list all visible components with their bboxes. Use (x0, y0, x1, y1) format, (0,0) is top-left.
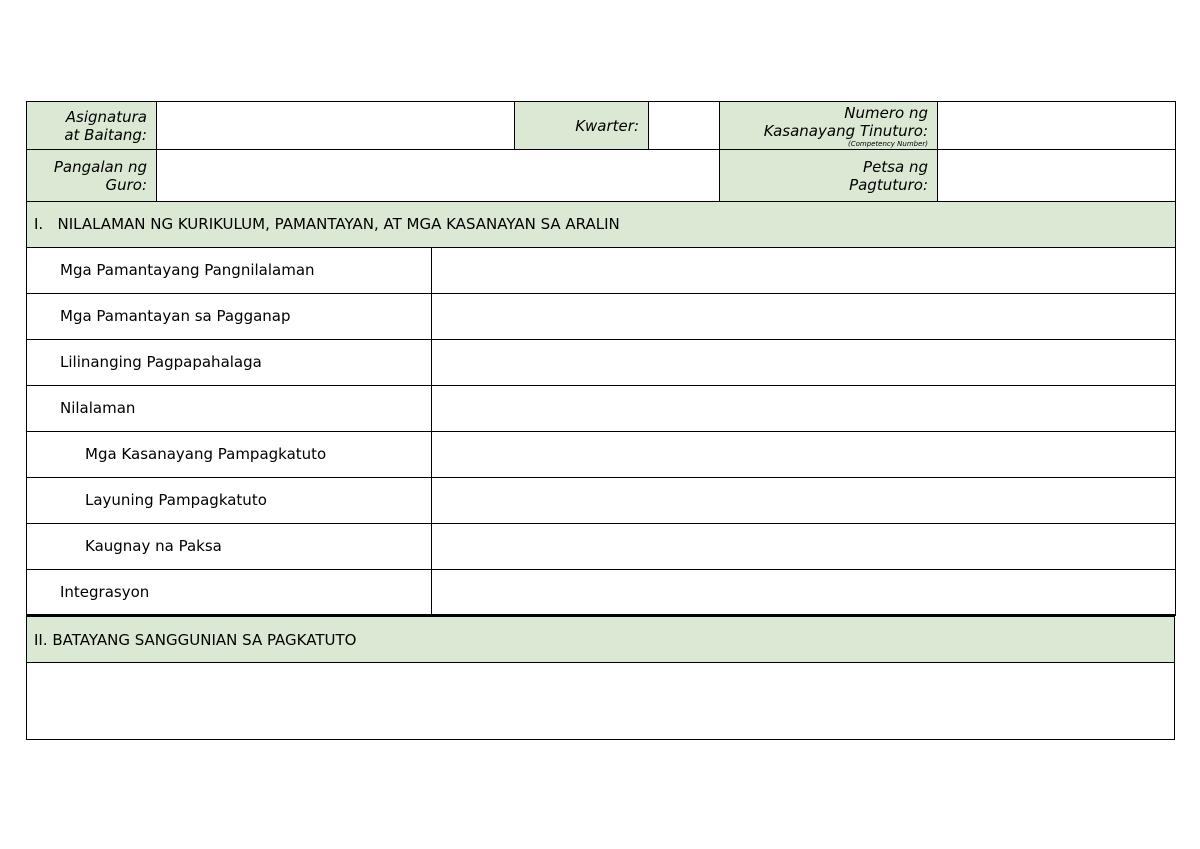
field-pamantayan-pagganap[interactable] (432, 293, 1176, 339)
field-layuning-pampagkatuto[interactable] (432, 477, 1176, 523)
row-pamantayan-pagganap: Mga Pamantayan sa Pagganap (27, 293, 432, 339)
petsa-label-line1: Petsa ng (863, 157, 928, 176)
lesson-plan-form (26, 101, 1175, 740)
competency-number-note: (Competency Number) (847, 139, 928, 148)
row-kasanayang-pampagkatuto: Mga Kasanayang Pampagkatuto (27, 431, 432, 477)
row-kaugnay-na-paksa: Kaugnay na Paksa (27, 523, 432, 569)
asignatura-field[interactable] (157, 102, 515, 150)
petsa-field[interactable] (938, 150, 1176, 202)
field-kaugnay-na-paksa[interactable] (432, 523, 1176, 569)
row-lilinanging-pagpapahalaga: Lilinanging Pagpapahalaga (27, 339, 432, 385)
kwarter-field[interactable] (649, 102, 720, 150)
section1-table (26, 201, 1176, 616)
asignatura-label (27, 102, 157, 150)
row-layuning-pampagkatuto: Layuning Pampagkatuto (27, 477, 432, 523)
numero-label-line1: Numero ng (844, 103, 928, 122)
guro-field[interactable] (157, 150, 720, 202)
row-integrasyon: Integrasyon (27, 569, 432, 615)
guro-label (27, 150, 157, 202)
numero-field[interactable] (938, 102, 1176, 150)
petsa-label-line2: Pagtuturo: (849, 175, 928, 194)
sanggunian-field[interactable] (27, 663, 1175, 740)
section2-title: II. BATAYANG SANGGUNIAN SA PAGKATUTO (27, 616, 1175, 663)
header-table (26, 101, 1176, 202)
field-integrasyon[interactable] (432, 569, 1176, 615)
field-pamantayang-pangnilalaman[interactable] (432, 247, 1176, 293)
section2-table (26, 614, 1175, 740)
section1-title: I. NILALAMAN NG KURIKULUM, PAMANTAYAN, AT MGA KASANAYAN SA ARALIN (27, 201, 1176, 247)
petsa-label (720, 150, 938, 202)
field-nilalaman[interactable] (432, 385, 1176, 431)
field-lilinanging-pagpapahalaga[interactable] (432, 339, 1176, 385)
field-kasanayang-pampagkatuto[interactable] (432, 431, 1176, 477)
numero-label (720, 102, 938, 150)
asignatura-label-line2: at Baitang: (64, 125, 147, 144)
asignatura-label-line1: Asignatura (65, 107, 147, 126)
row-pamantayang-pangnilalaman: Mga Pamantayang Pangnilalaman (27, 247, 432, 293)
row-nilalaman: Nilalaman (27, 385, 432, 431)
kwarter-label: Kwarter: (515, 102, 649, 150)
guro-label-line1: Pangalan ng (53, 157, 147, 176)
guro-label-line2: Guro: (105, 175, 147, 194)
numero-label-line2: Kasanayang Tinuturo: (763, 121, 928, 140)
